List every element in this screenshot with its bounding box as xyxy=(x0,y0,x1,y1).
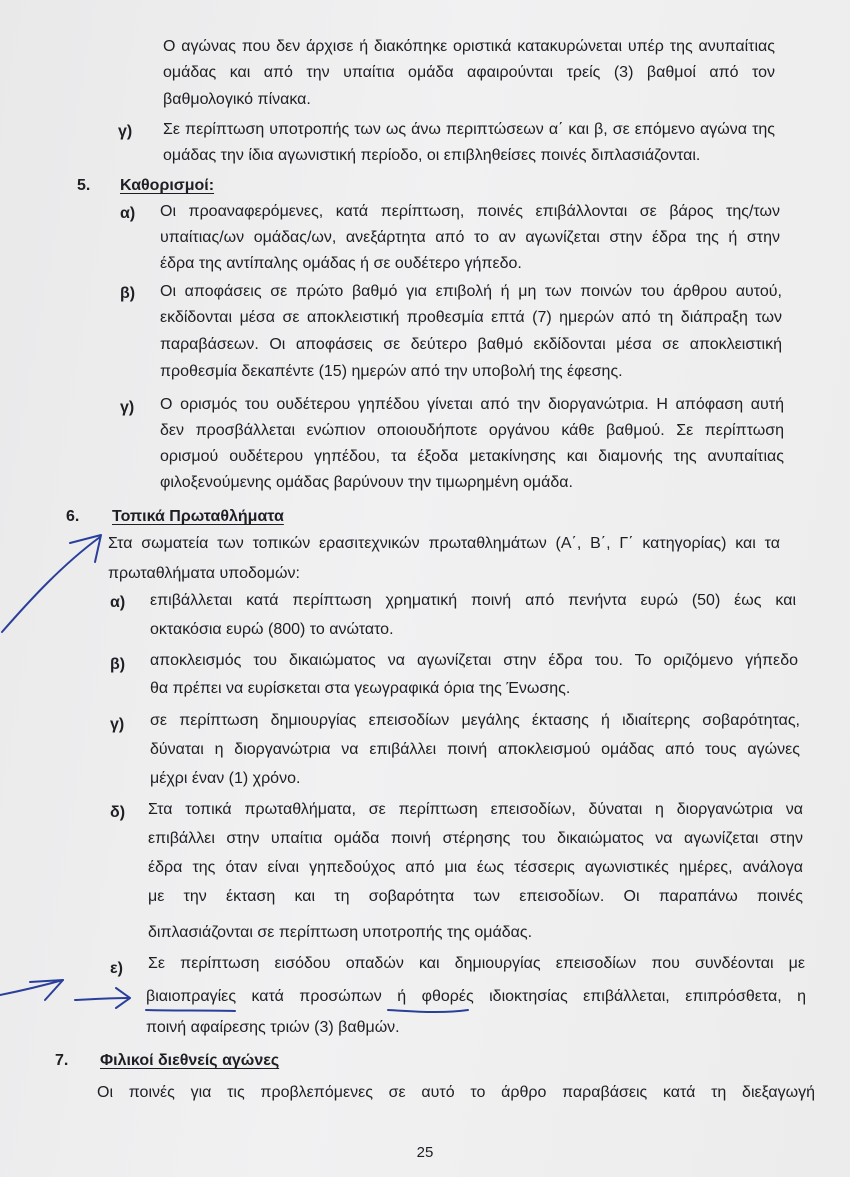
paragraph-line: βαθμολογικό πίνακα. xyxy=(163,91,311,108)
paragraph-line: ποινή αφαίρεσης τριών (3) βαθμών. xyxy=(146,1019,400,1036)
paragraph-line: ομάδας την ίδια αγωνιστική περίοδο, οι επιβληθείσες ποινές διπλασιάζονται. xyxy=(163,147,701,164)
pen-arrow-mark xyxy=(30,980,63,1000)
paragraph-line: επιβάλλεται κατά περίπτωση χρηματική ποινή από πενήντα ευρώ (50) έως και xyxy=(150,592,796,609)
item-marker: δ) xyxy=(110,804,126,821)
section-title: Φιλικοί διεθνείς αγώνες xyxy=(100,1052,280,1069)
paragraph-line: Οι αποφάσεις σε πρώτο βαθμό για επιβολή ή μη των ποινών του άρθρου αυτού, xyxy=(160,283,782,300)
item-marker: ε) xyxy=(110,960,123,977)
item-marker: γ) xyxy=(110,716,125,733)
item-marker: α) xyxy=(120,205,136,222)
page-number: 25 xyxy=(416,1144,434,1161)
paragraph-line: έδρα της όταν είναι γηπεδούχος από μια έως τέσσερις αγωνιστικές ημέρες, ανάλογα xyxy=(148,859,803,876)
paragraph-line: Οι ποινές για τις προβλεπόμενες σε αυτό το άρθρο παραβάσεις κατά τη διεξαγωγή xyxy=(97,1084,815,1101)
paragraph-line: σε περίπτωση δημιουργίας επεισοδίων μεγάλης έκτασης ή ιδιαίτερης σοβαρότητας, xyxy=(150,712,800,729)
paragraph-line: εκδίδονται μέσα σε αποκλειστική προθεσμία επτά (7) ημερών από τη διάπραξη των xyxy=(160,309,782,326)
paragraph-line: ορισμού ουδέτερου γηπέδου, τα έξοδα μετακίνησης και διαμονής της ανυπαίτιας xyxy=(160,448,784,465)
paragraph-line: θα πρέπει να ευρίσκεται στα γεωγραφικά όρια της Ένωσης. xyxy=(150,680,571,697)
paragraph-line: Ο αγώνας που δεν άρχισε ή διακόπηκε οριστικά κατακυρώνεται υπέρ της ανυπαίτιας xyxy=(163,38,775,55)
paragraph-line: μέχρι έναν (1) χρόνο. xyxy=(150,770,301,787)
section-title: Καθορισμοί: xyxy=(120,177,215,194)
pen-arrow-mark xyxy=(116,988,130,1008)
item-marker: α) xyxy=(110,594,126,611)
pen-arrow-mark xyxy=(2,537,100,632)
section-number: 6. xyxy=(66,508,80,525)
pen-underline xyxy=(146,1010,235,1011)
paragraph-line: Στα σωματεία των τοπικών ερασιτεχνικών πρωταθλημάτων (Α΄, Β΄, Γ΄ κατηγορίας) και τα xyxy=(108,535,780,552)
paragraph-line: Οι προαναφερόμενες, κατά περίπτωση, ποινές επιβάλλονται σε βάρος της/των xyxy=(160,203,780,220)
paragraph-line: Σε περίπτωση εισόδου οπαδών και δημιουργίας επεισοδίων που συνδέονται με xyxy=(148,955,805,972)
section-number: 7. xyxy=(55,1052,69,1069)
paragraph-line: επιβάλλει στην υπαίτια ομάδα ποινή στέρησης του δικαιώματος να αγωνίζεται στην xyxy=(148,830,803,847)
paragraph-line: φιλοξενούμενης ομάδας βαρύνουν την τιμωρημένη ομάδα. xyxy=(160,474,573,491)
paragraph-line: παραβάσεων. Οι αποφάσεις σε δεύτερο βαθμό εκδίδονται μέσα σε αποκλειστική xyxy=(160,336,782,353)
paragraph-line: δύναται η διοργανώτρια να επιβάλλει ποινή αποκλεισμού ομάδας από τους αγώνες xyxy=(150,741,800,758)
paragraph-line: διπλασιάζονται σε περίπτωση υποτροπής της ομάδας. xyxy=(148,924,533,941)
pen-underline xyxy=(388,1010,468,1012)
section-title: Τοπικά Πρωταθλήματα xyxy=(112,508,284,525)
item-marker: γ) xyxy=(120,399,135,416)
paragraph-line: Ο ορισμός του ουδέτερου γηπέδου γίνεται από την διοργανώτρια. Η απόφαση αυτή xyxy=(160,396,784,413)
paragraph-line: Στα τοπικά πρωταθλήματα, σε περίπτωση επεισοδίων, δύναται η διοργανώτρια να xyxy=(148,801,803,818)
section-number: 5. xyxy=(77,177,91,194)
item-marker: γ) xyxy=(118,123,133,140)
pen-arrow-mark xyxy=(0,980,63,995)
pen-arrow-mark xyxy=(75,998,128,1000)
paragraph-line: ομάδας και από την υπαίτια ομάδα αφαιρούνται τρείς (3) βαθμοί από τον xyxy=(163,64,775,81)
paragraph-line: οκτακόσια ευρώ (800) το ανώτατο. xyxy=(150,621,394,638)
pen-arrow-mark xyxy=(70,535,101,562)
paragraph-line: Σε περίπτωση υποτροπής των ως άνω περιπτώσεων α΄ και β, σε επόμενο αγώνα της xyxy=(163,121,775,138)
paragraph-line: υπαίτιας/ων ομάδας/ων, ανεξάρτητα από το αν αγωνίζεται στην έδρα της ή στην xyxy=(160,229,780,246)
paragraph-line: αποκλεισμός του δικαιώματος να αγωνίζεται στην έδρα του. Το οριζόμενο γήπεδο xyxy=(150,652,798,669)
paragraph-line: προθεσμία δεκαπέντε (15) ημερών από την υποβολή της έφεσης. xyxy=(160,363,623,380)
item-marker: β) xyxy=(120,285,136,302)
paragraph-line: δεν προσβάλλεται ενώπιον οποιουδήποτε οργάνου κάθε βαθμού. Σε περίπτωση xyxy=(160,422,784,439)
paragraph-line: έδρα της αντίπαλης ομάδας ή σε ουδέτερο γήπεδο. xyxy=(160,255,522,272)
paragraph-line: με την έκταση και τη σοβαρότητα των επεισοδίων. Οι παραπάνω ποινές xyxy=(148,888,803,905)
item-marker: β) xyxy=(110,656,126,673)
paragraph-line: βιαιοπραγίες κατά προσώπων ή φθορές ιδιοκτησίας επιβάλλεται, επιπρόσθετα, η xyxy=(146,988,806,1005)
paragraph-line: πρωταθλήματα υποδομών: xyxy=(108,565,300,582)
